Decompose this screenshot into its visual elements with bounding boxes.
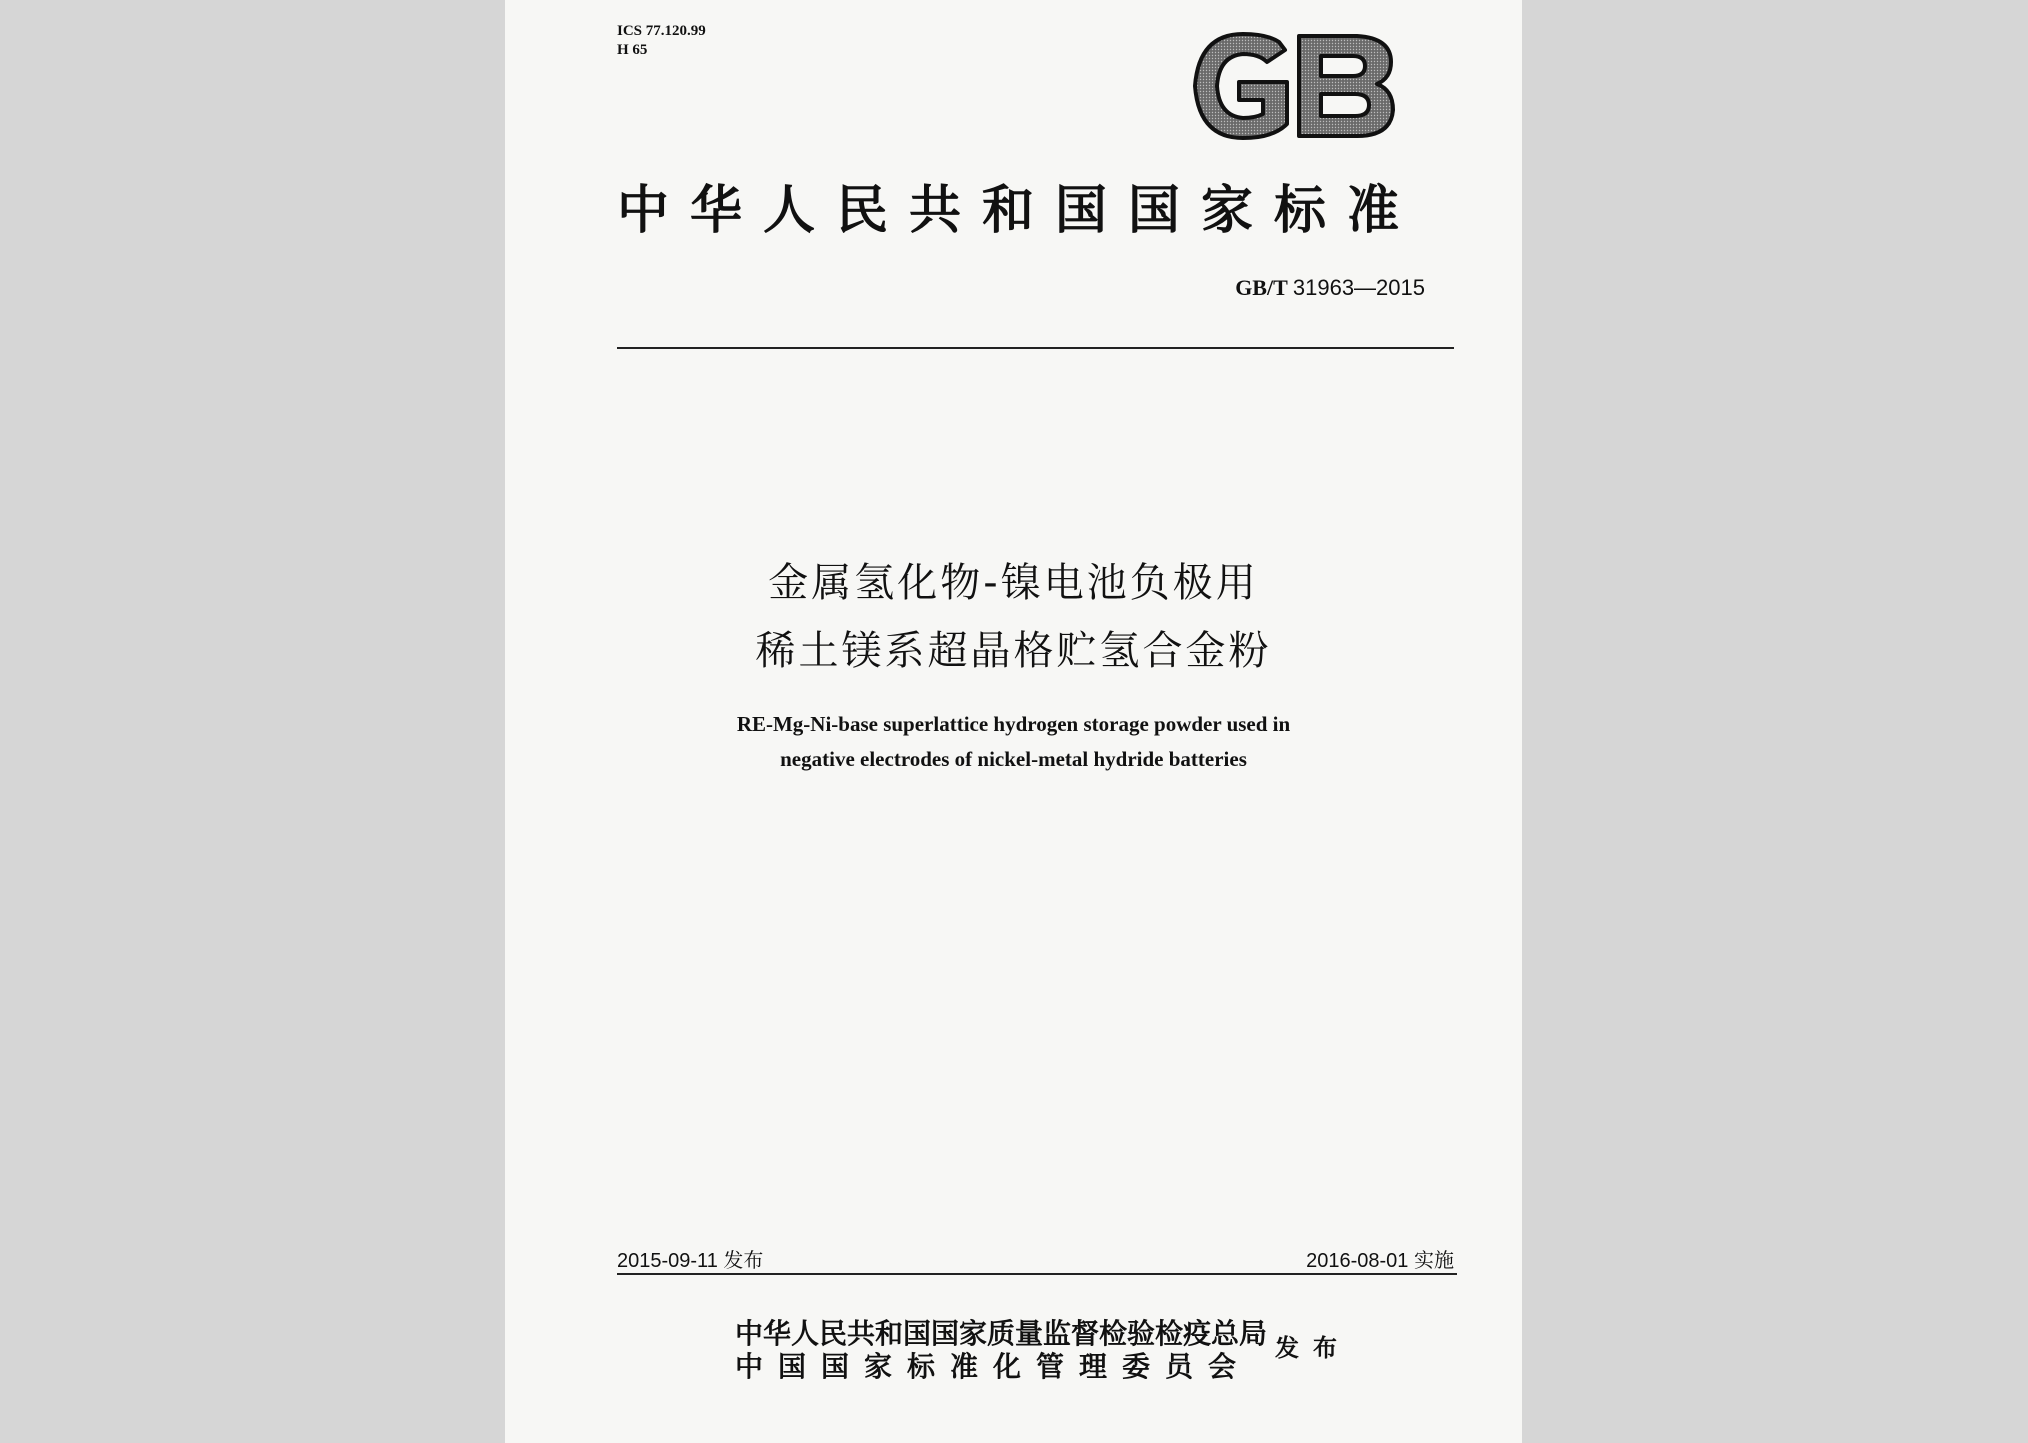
standard-number-prefix: GB/T: [1235, 275, 1288, 300]
national-standard-title: 中华人民共和国国家标准: [617, 181, 1421, 241]
standard-number-value: 31963—2015: [1292, 275, 1425, 300]
implementation-date: 2016-08-01 实施: [1306, 1250, 1454, 1272]
title-en-line2: negative electrodes of nickel-metal hydride batteries: [780, 747, 1247, 771]
standard-number: [1235, 275, 1425, 301]
dates-row: [617, 1244, 1454, 1276]
title-cn-line2: 稀土镁系超晶格贮氢合金粉: [755, 628, 1272, 674]
footer-divider: [617, 1273, 1457, 1275]
header-divider: [617, 347, 1454, 349]
classification-codes: [617, 22, 706, 60]
issuer-line1: 中华人民共和国国家质量监督检验检疫总局: [735, 1317, 1268, 1350]
gb-logo: [1187, 30, 1397, 142]
title-cn-line1: 金属氢化物-镍电池负极用: [768, 560, 1259, 606]
ics-code: ICS 77.120.99: [617, 23, 706, 39]
issue-date: 2015-09-11 发布: [617, 1250, 764, 1272]
issuer-line2: 中国国家标准化管理委员会: [735, 1350, 1252, 1383]
title-en-line1: RE-Mg-Ni-base superlattice hydrogen storage powder used in: [736, 712, 1291, 736]
document-page: [505, 0, 1522, 1443]
ccs-code: H 65: [617, 42, 648, 58]
publish-label: 发布: [1275, 1334, 1351, 1362]
